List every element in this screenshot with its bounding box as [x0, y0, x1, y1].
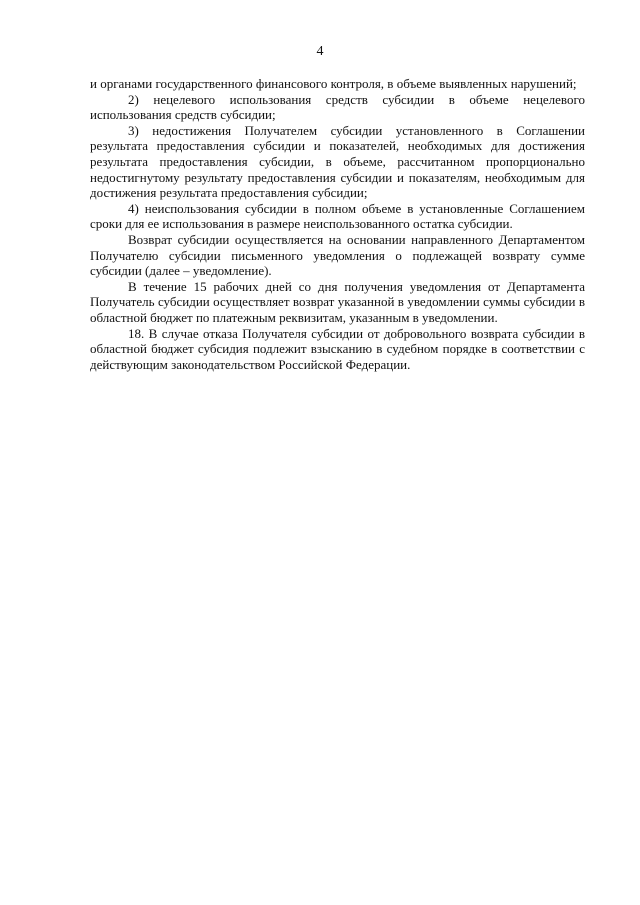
document-body: [90, 76, 585, 372]
paragraph-refund-deadline: В течение 15 рабочих дней со дня получения уведомления от Департамента Получатель субсидии осуществляет возврат указанной в уведомлении суммы субсидии в областной бюджет по платежным реквизитам, указанным в уведомлении.: [90, 278, 585, 325]
page-number: 4: [316, 44, 324, 59]
paragraph-clause-18: 18. В случае отказа Получателя субсидии от добровольного возврата субсидии в областной бюджет субсидия подлежит взысканию в судебном порядке в соответствии с действующим законодательством Российской Федерации.: [90, 325, 585, 372]
paragraph-refund-basis: Возврат субсидии осуществляется на основании направленного Департаментом Получателю субсидии письменного уведомления о подлежащей возврату сумме субсидии (далее – уведомление).: [90, 231, 585, 279]
paragraph-continuation: и органами государственного финансового контроля, в объеме выявленных нарушений;: [90, 76, 577, 91]
paragraph-item-3: 3) недостижения Получателем субсидии установленного в Соглашении результата предоставления субсидии и показателей, необходимых для достижения результата предоставления субсидии, в объеме, рассчитанном пропорционально недостигнутому результату предоставления субсидии и показателям, необходимым для достижения результата предоставления субсидии;: [90, 122, 585, 201]
paragraph-item-2: 2) нецелевого использования средств субсидии в объеме нецелевого использования средств субсидии;: [90, 91, 585, 123]
paragraph-item-4: 4) неиспользования субсидии в полном объеме в установленные Соглашением сроки для ее использования в размере неиспользованного остатка субсидии.: [90, 200, 585, 232]
